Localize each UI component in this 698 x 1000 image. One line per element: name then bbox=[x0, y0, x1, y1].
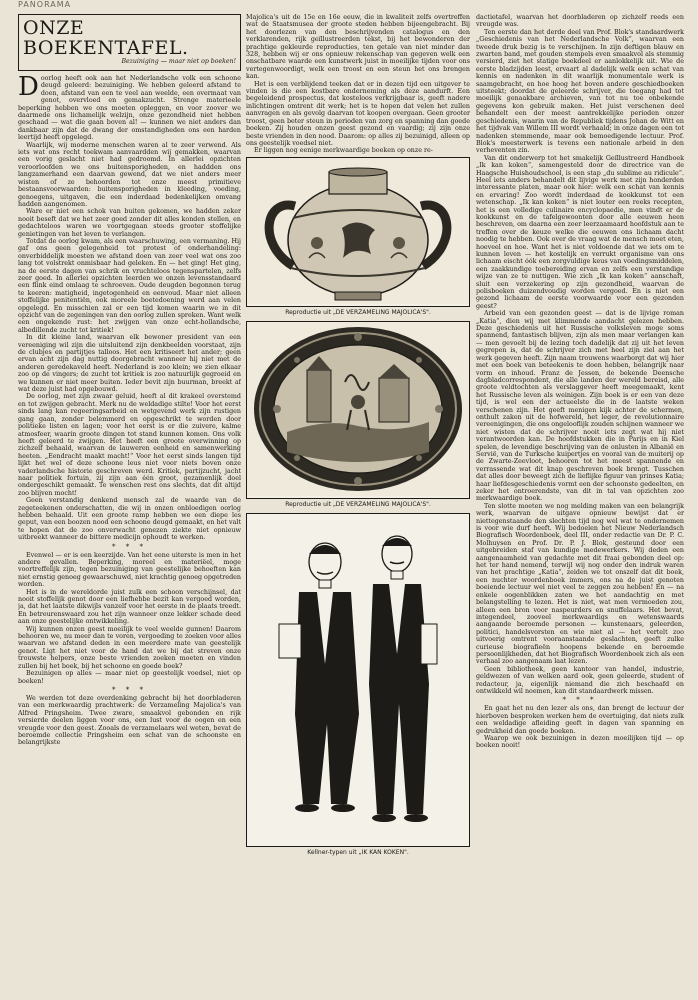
figure-caption: Reproductie uit „DE VERZAMELING MAJOLICA'S". bbox=[285, 500, 431, 508]
paragraph: In dit kleine land, waarvan elk bewoner president van een vereeniging wil zijn die uitsluitend zijn denkbeelden voorstaat, zijn de clubjes en partijtjes talloos. Het een kritiseert het ander; geen ervan acht zijn dag nuttig doorgebracht wanneer hij niet met de anderen geredekaveld heeft. Nederland is zoo klein; we zien elkaar zoo op de vingers; de zucht tot kritiek is zoo natuurlijk gegroeid en we kunnen er niet meer buiten. Ieder bevit zijn buurman, breekt af wat deze juist had opgebouwd. bbox=[18, 334, 241, 394]
figure-caption: Reproductie uit „DE VERZAMELING MAJOLICA'S". bbox=[285, 308, 431, 316]
figure-caption: Kellner-typen uit „IK KAN KOKEN". bbox=[307, 848, 409, 856]
drop-cap: D bbox=[18, 72, 39, 102]
vase-drawing bbox=[247, 158, 469, 304]
paragraph: Ten slotte moeten we nog melding maken van een belangrijk werk, waarvan de uitgave opnieuw bewijst dat er niettegenstaande den slechten tijd nog wel wat te ondernemen is voor wie durf heeft. Wij bedoelen het Nieuw Nederlandsch Biografisch Woordenboek, deel III, onder redactie van Dr. P. C. Molhuysen en Prof. Dr. P. J. Blok, gesteund door een uitgebreiden staf van kundige medewerkers. Wij deden een aangenaamheid van gedachte met dit fraai gebonden deel op: het ter hand nemend, terwijl wij nog onder den indruk waren van het prachtige „Katia“, zeiden we tot onszelf dat dit boek, een nuchter woordenboek immers, ons na de juist genoten boeiende lectuur wel niet veel te zeggen zou hebben! En — na enkele oogenblikken zaten we het aandachtig en met belangstelling te lezen. Het is niet, wat men vermoeden zou, alleen een bron voor naspeurders en snuffelaars. Het bevat, integendeel, zooveel merkwaardigs en wetenswaards aangaande beroemde personen — kunstenaars, geleerden, politici, handelsvorsten en wie niet al — het vertelt zoo uitvoerig omtrent vooraanstaande geslachten, geeft zulke curieuse biografieën hoopens bekende en beroemde persoonlijkheden, dat het Biografisch Woordenboek zich als een verhaal zoo aangenaam laat lezen. bbox=[476, 502, 684, 666]
paragraph: Geen verstandig denkend mensch zal de waarde van de zegeteekenen onderschatten, die wij in onzen onbloedigen oorlog hebben behaald. Uit een groote ramp hebben we een diepe les geput, van een boozen nood een schoone deugd gemaakt, en het valt te hopen dat de zoo onverwacht genezen ziekte niet opnieuw uitbreekt wanneer de bittere medicijn ophoudt te werken. bbox=[18, 497, 241, 542]
paragraph: Arbeid van een gezonden geest — dat is de lijvige roman „Katia“, dien wij met klimmende aandacht gelezen hebben. Deze geschiedenis uit het Russische volksleven moge soms spannend, fantastisch blijven, zijn als men maar verlangen kan — men gevoelt bij de lezing toch dadelijk dat zij uit het leven gegrepen is, dat de schrijver zich met heel zijn ziel aan het werk gegeven heeft. Zijn naam trouwens waarborgt dat wij hier met een boek van beteekenis te doen hebben, belangrijk naar vorm en inhoud. Franz de Jessen, de bekende Deensche dagbladcorrespondent, die alle landen der wereld bereisd, alle groote veldtochten als verslaggever heeft meegemaakt, kent het Russische leven als weinigen. Zijn boek is er een van deze tijd, is wel een der actueelste die in de laatste weken verschenen zijn. Het geeft menigen kijk achter de schermen, onthult zaken uit de hofwereld, het leger, de revolutionnaire vereenigingen, die ons ongelooflijk zouden schijnen wanneer we niet wisten dat de schrijver nooit iets zegt wat hij niet verantwoorden kan. De hoofdstukken die in Parijs en in Kiel spelen, de levendige beschrijving van de onlusten in Albanië en Servië, van de Turksche kuipertjes en vooral van de muiterij op de Zwarte-Zeevloot, behooren tot het meest spannende en verrassende wat dit knap geschreven boek brengt. Tusschen dat alles door beweegt zich de lieflijke figuur van prinses Katia; haar liefdesgeschiedenis vormt een der schoonste gedeelten, en zeker het ontroerendste, van dit in tal van opzichten zoo merkwaardige boek. bbox=[476, 310, 684, 503]
paragraph: Het is in de wereldorde juist zulk een schoon verschijnsel, dat nooit stoffelijk genot door een liefhebbe bezit kan vergoed worden, ja, dat het laatste dikwijls vanzelf voor het eerste in de plaats treedt. En betreurenswaard zou het zijn wanneer onze lekker schade deed aan onze geestelijke ontwikkeling. bbox=[18, 588, 241, 626]
title-box bbox=[18, 14, 241, 71]
paragraph: En gaat het nu den lezer als ons, dan brengt de lectuur der hierboven besproken werken hem de overtuiging, dat niets zulk een weldadige afleiding geeft in dagen van spanning en gedrukheid dan goede boeken. bbox=[476, 705, 684, 735]
paragraph: Het is een verblijdend teeken dat er in dezen tijd een uitgever te vinden is die een kostbare onderneming als deze aandurft. Een begeleidend prospectus, dat kosteloos verkrijgbaar is, geeft nadere inlichtingen omtrent dit werk; het is te hopen dat velen het zullen aanvragen en als gevolg daarvan tot koopen overgaan. Geen grooter troost, geen beter steun in perioden van zorg en spanning dan goede boeken. Zij houden onzen geest gezond en vaardig; zij zijn onze beste vrienden in den nood. Daarom: op alles zij bezuinigd, alleen op ons geestelijk voedsel niet. bbox=[246, 80, 470, 147]
paragraph: Evenwel — er is een keerzijde. Van het eene uiterste is men in het andere gevallen. Beperking, moreel en materiëel, moge voortreffelijk zijn, tegen bezuiniging van geestelijke behoeften kan niet ernstig genoeg gewaarschuwd, niet krachtig genoeg opgetreden worden. bbox=[18, 551, 241, 589]
paragraph: Wij kunnen onzen geest moeilijk te veel weelde gunnen! Daarom behooren we, nu meer dan te voren, vergoeding te zoeken voor alles waarvan we afstand deden in een meerdere mate van geestelijk genot. Ligt het niet voor de hand dat we bij dat streven onze trouwste helpers, onze beste vrienden zoeken moeten en vinden zullen bij het boek, bij het schoone en goede boek? bbox=[18, 625, 241, 670]
article-title: ONZE BOEKENTAFEL. bbox=[23, 17, 189, 59]
majolica-vase-illustration bbox=[246, 157, 470, 307]
paragraph: Bezuinigen op alles — maar niet op geestelijk voedsel, niet op boeken! bbox=[18, 670, 241, 685]
paragraph-text: oorlog heeft ook aan het Nederlandsche volk een schoone deugd geleerd: bezuiniging. We hebben geleerd afstand te doen, afstand van een te veel aan weelde, een overmaat van genot, overvloed en gemakzucht. Strenge materieele beperking hebben we ons moeten opleggen, en voor zoover we daarmede ons lichamelijk welzijn, onze gezondheid niet hebben geschaad — wat die gaan boven al! — kunnen we niet anders dan dankbaar zijn dat de dwang der omstandigheden ons een harden leertijd heeft opgelegd. bbox=[18, 75, 241, 142]
column-1 bbox=[18, 14, 241, 986]
article-subtitle: Bezuiniging — maar niet op boeken! bbox=[121, 58, 236, 65]
paragraph: Ware er niet een schok van buiten gekomen, we hadden zeker nooit beseft dat we het zeer goed zonder dit alles konden stellen, en gedachteloos waren we voortgegaan steeds grooter stoffelijke genietingen van het leven te verlangen. bbox=[18, 208, 241, 238]
paragraph: Waarop we ook bezuinigen in dezen moeilijken tijd — op boeken nooit! bbox=[476, 735, 684, 750]
paragraph: Ten eerste dan het derde deel van Prof. Blok's standaardwerk „Geschiedenis van het Nederlandsche Volk“, waarvan een tweede druk bezig is te verschijnen. In zijn deftigen blauw en zwarten band, met gouden stempels even smaakvol als stemmig versierd, ziet het statige boekdeel er aanlokkelijk uit. Wie de eerste bladzijden leest, ervaart al dadelijk welk een schat van kennis en nadenken in dit waarlijk monumentale werk is saamgebracht, en hoe hoog het boven andere geschiedboeken uitsteekt; doordat de geleerde schrijver, die toegang had tot moeilijk genaakbare archieven, van tot nu toe onbekende gegevens kon gebruik maken. Het juist verschenen deel behandelt een der meest aantrekkelijke perioden onzer geschiedenis, waarin van de Republiek tijdens Johan de Witt en het tijdvak van Willem III wordt verhaald; in onze dagen een tot nadenken stemmende, maar ook bemoedigende lectuur. Prof. Blok's meesterwerk is tevens een nationale arbeid in den verheventen zin. bbox=[476, 28, 684, 155]
majolica-plate-illustration bbox=[246, 321, 470, 499]
column-2 bbox=[246, 14, 470, 986]
paragraph: Geen bibliotheek, geen kantoor van handel, industrie, geldwezen of van welken aard ook, geen geleerde, student of redacteur, ja, eigenlijk niemand die zich beschaafd en ontwikkeld wil noemen, kan dit standaardwerk missen. bbox=[476, 665, 684, 695]
paragraph: De oorlog, met zijn zwaar geluid, heeft al dit krakeel overstemd en tot zwijgen gebracht. Merk nu de weldadige stilte! Voor het eerst sinds lang kan regeeringsarbeid en wetgevend werk zijn rustigen gang gaan, zonder belemmerd en opgeschrikt te worden door politieke listen en lagen; voor het eerst is er die zuivere, kalme atmosfeer, waarin groote dingen tot stand kunnen komen. Ons volk heeft geleerd te zwijgen. Het heeft een groote overwinning op zichzelf behaald, waarvan de lauweren eenheid en samenwerking heeten. „Eendracht maakt macht!“ Voor het eerst sinds langen tijd lijkt het wel of deze schoone leus niet voor niets boven onze vaderlandsche historie geschreven werd. Kritiek, partijzucht, jacht naar politiek fortuin, zij zijn aan één groot, gezamenlijk doel ondergeschikt gemaakt. Te wenschen rest ons slechts, dat dit altijd zoo blijven mocht! bbox=[18, 393, 241, 497]
column-3 bbox=[476, 14, 684, 986]
paragraph bbox=[18, 72, 241, 142]
paragraph: We werden tot deze overdenking gebracht bij het doorbladeren van een merkwaardig prachtwerk: de Verzameling Majolica's van Alfred Pringsheim. Twee zware, smaakvol gebonden en rijk versierde deelen liggen voor ons, een lust voor de oogen en een vreugde voor den geest. Zooals de verzamelaars wel weten, bevat de beroemde collectie Pringsheim een schat van de schoonste en belangrijkste bbox=[18, 694, 241, 747]
section-divider: * * * bbox=[112, 685, 147, 694]
section-divider: * * * bbox=[112, 542, 147, 551]
masthead: PANORAMA bbox=[18, 0, 72, 9]
section-divider: * * * bbox=[562, 696, 598, 705]
paragraph: dactietafel, waarvan het doorbladeren op zichzelf reeds een vreugde was. bbox=[476, 14, 684, 29]
waiters-drawing bbox=[247, 514, 469, 844]
paragraph: Totdat de oorlog kwam, als een waarschuwing, een vermaning. Hij gaf ons geen gelegenheid tot protest of onderhandeling: onverbiddelijk moesten we afstand doen van zeer veel wat ons zoo lang tot volstrekt onmisbaar had geleken. En — het ging! Het ging, na de eerste dagen van schrik en vruchteloos tegenspartelen, zelfs zeer goed. In allerlei opzichten leerden we onzen levensstandaard een flink eind omlaag te schroeven. Oude deugden begonnen terug te keeren: matigheid, ingetogenheid en eenvoud. Maar niet alleen stoffelijke penitentiën, ook moreele boetedoening werd aan velen opgelegd. En misschien zal er een tijd komen waarin we in dit opzicht van de zegeningen van den oorlog zullen spreken. Want welk een ongekende rust: het zwijgen van onze echt-hollandsche, albedillende zucht tot kritiek! bbox=[18, 237, 241, 334]
paragraph: Er liggen nog eenige merkwaardige boeken op onze re- bbox=[254, 147, 433, 155]
plate-drawing bbox=[247, 322, 469, 496]
paragraph: Waarlijk, wij moderne menschen waren al te zeer verwend. Als iets wat ons recht toekwam aanvaardden wij gemakken, waarvan een vorig geslacht niet had gedroomd. In allerlei opzichten veroorloofden we ons buitensporigheden, en haddden ons langzamerhand een daarvan gewend, dat we niet anders meer wisten of ze behoorden tot onze meest primitieve bestaansvoorwaarden: buitensporigheden in kleeding, voeding, genoegens, uitgaven, die een inderdaad bedenkelijken omvang hadden aangenomen. bbox=[18, 141, 241, 208]
waiters-illustration bbox=[246, 513, 470, 847]
paragraph: Majolica's uit de 15e en 16e eeuw, die in kwaliteit zelfs overtreffen wat de Staatsmusea der groote steden hebben bijeengebracht. Bij het doorlezen van den beschrijvenden catalogus en den verklarenden, rijk geïllustreerden tekst, bij het bewonderen der prachtige gekleurde reproducties, ten getale van niet minder dan 328, hebben wij er ons opnieuw rekenschap van gegeven welk een onschatbare waarde een kunstwerk juist in moeilijke tijden voor ons vertegenwoordigt, welk een troost en een steun het ons brengen kan. bbox=[246, 14, 470, 81]
paragraph: Van dit onderwerp tot het smakelijk Geïllustreerd Handboek „Ik kan koken“, samengesteld door de directrice van de Haagsche Huishoudschool, is een stap „du sublime au ridicule“. Heel iets anders behandelt dit lijvige werk met zijn honderden interessante platen, maar ook hier: welk een schat van kennis en ervaring! Zoo wordt inderdaad de kookkunst tot een wetenschap. „Ik kan koken“ is niet louter een reeks recepten, het is een volledige culinaire encyclopaedie, men vindt er de kookkunst en de tafelgewoonten door alle eeuwen heen beschreven, om daarna een zeer leerzaamaard hoofdstuk aan te treffen over de keuze welke die eeuwen ons lichaam dacht noodig te hebben. Ook over de vraag wat de mensch moet eten, hoeveel en hoe. Want het is niet voldoende dat we iets om te kunnen leven — het kostelijk en verrukt organisme van ons lichaam eischt óók een zorgvuldige keus van voedingsmiddelen, een zaakkundige toebereiding ervan en zelfs een verstandige wijze van ze te nuttigen. Wie zich „Ik kan koken“ aanschaft, sluit een verzekering op zijn gezondheid, waarvan de polisboeken duizendvoudig worden vergoed. En is niet een gezond lichaam de eerste voorwaarde voor een gezonden geest? bbox=[476, 154, 684, 310]
